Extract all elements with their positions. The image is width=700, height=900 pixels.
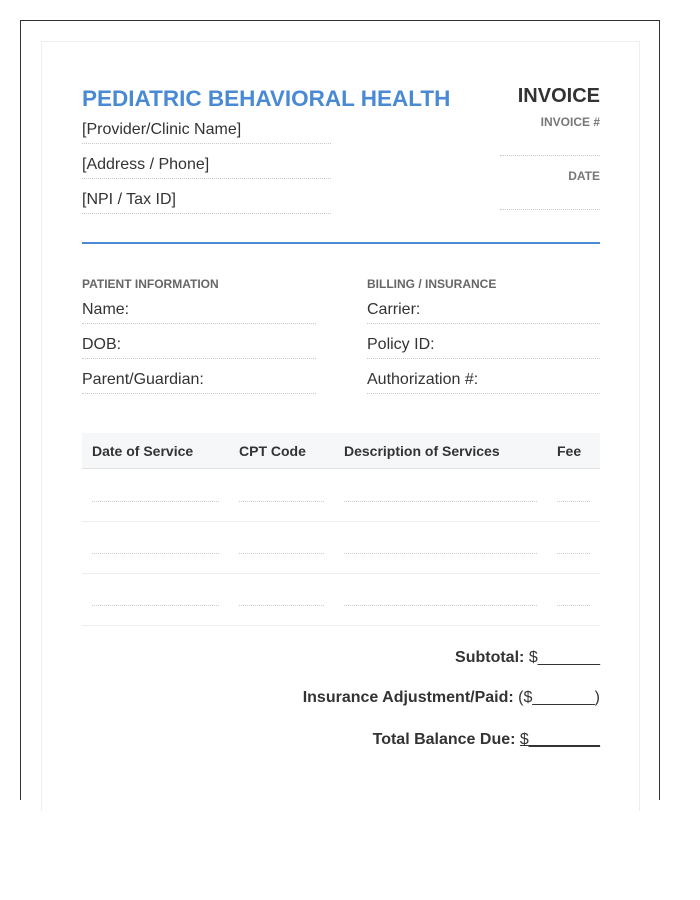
invoice-title: INVOICE (517, 85, 600, 107)
clinic-title: PEDIATRIC BEHAVIORAL HEALTH (82, 86, 451, 111)
date-of-service-cell[interactable] (92, 552, 219, 554)
date-label: DATE (568, 169, 600, 183)
provider-name-field[interactable]: [Provider/Clinic Name] (82, 120, 331, 144)
cpt-code-cell[interactable] (239, 604, 324, 606)
carrier-field[interactable]: Carrier: (367, 300, 600, 324)
subtotal-value[interactable]: $_______ (528, 649, 600, 666)
parent-guardian-field[interactable]: Parent/Guardian: (82, 370, 316, 394)
description-cell[interactable] (344, 500, 537, 502)
fee-cell[interactable] (557, 604, 590, 606)
npi-tax-id-field[interactable]: [NPI / Tax ID] (82, 190, 331, 214)
date-of-service-cell[interactable] (92, 500, 219, 502)
patient-dob-field[interactable]: DOB: (82, 335, 316, 359)
table-row (82, 574, 600, 626)
invoice-number-label: INVOICE # (540, 115, 600, 129)
invoice-number-field[interactable] (500, 154, 600, 156)
adjustment-value[interactable]: ($_______) (518, 689, 600, 706)
column-fee: Fee (557, 443, 582, 459)
fee-cell[interactable] (557, 500, 590, 502)
date-of-service-cell[interactable] (92, 604, 219, 606)
authorization-field[interactable]: Authorization #: (367, 370, 600, 394)
cpt-code-cell[interactable] (239, 500, 324, 502)
patient-name-field[interactable]: Name: (82, 300, 316, 324)
column-cpt-code: CPT Code (239, 443, 306, 459)
column-date-of-service: Date of Service (92, 443, 194, 459)
cpt-code-cell[interactable] (239, 552, 324, 554)
table-row (82, 522, 600, 574)
description-cell[interactable] (344, 552, 537, 554)
fee-cell[interactable] (557, 552, 590, 554)
adjustment-line (303, 689, 600, 707)
table-row (82, 470, 600, 522)
header-divider (82, 242, 600, 244)
balance-due-line (373, 731, 600, 749)
address-phone-field[interactable]: [Address / Phone] (82, 155, 331, 179)
balance-due-value[interactable]: $________ (519, 731, 600, 748)
column-description: Description of Services (344, 443, 500, 459)
adjustment-label: Insurance Adjustment/Paid: (302, 689, 514, 706)
subtotal-label: Subtotal: (455, 649, 525, 666)
balance-due-label: Total Balance Due: (372, 731, 516, 748)
description-cell[interactable] (344, 604, 537, 606)
patient-section-title: PATIENT INFORMATION (82, 277, 219, 291)
policy-id-field[interactable]: Policy ID: (367, 335, 600, 359)
date-field[interactable] (500, 208, 600, 210)
billing-section-title: BILLING / INSURANCE (367, 277, 497, 291)
subtotal-line (455, 649, 600, 667)
